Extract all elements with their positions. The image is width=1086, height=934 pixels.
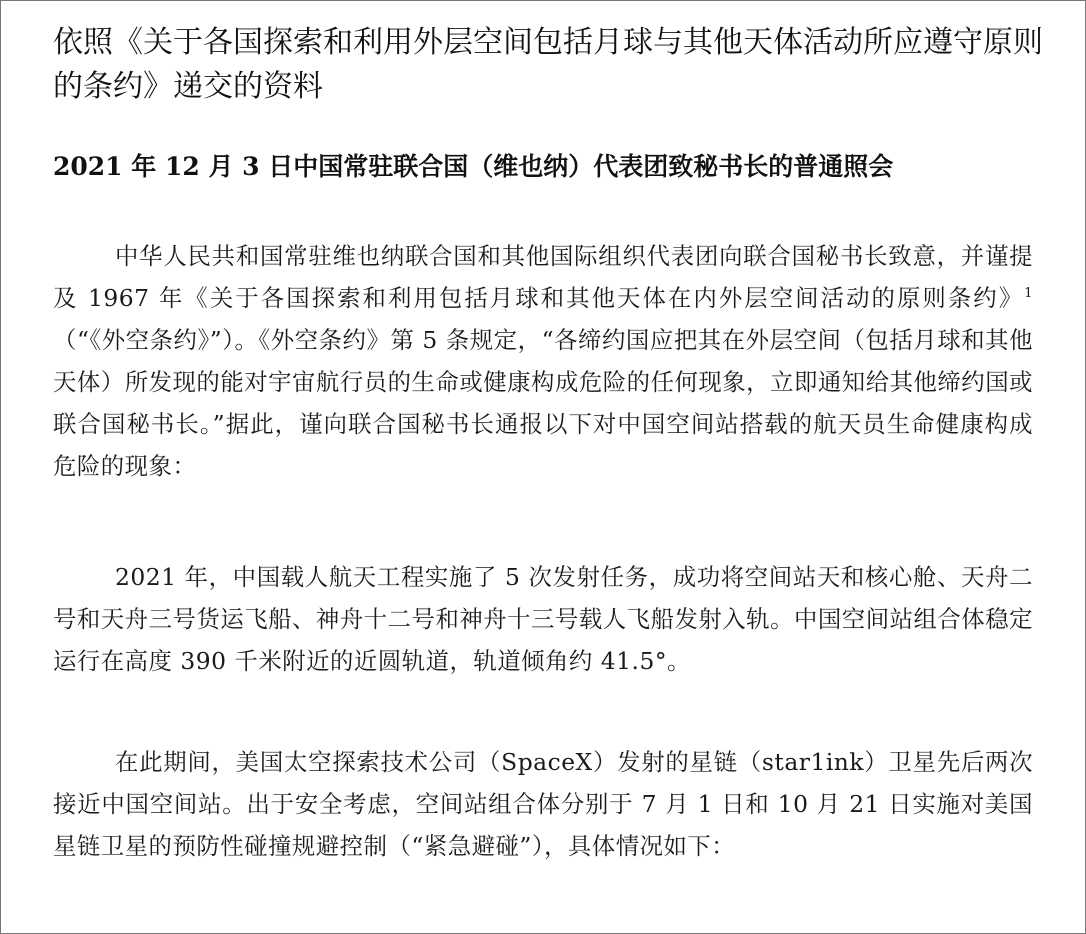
footnote-marker: 1 [1024,286,1033,302]
paragraph-introduction-text: 中华人民共和国常驻维也纳联合国和其他国际组织代表团向联合国秘书长致意，并谨提及 1967 年《关于各国探索和利用包括月球和其他天体在内外层空间活动的原则条约》 [53,242,1033,312]
paragraph-starlink-approach: 在此期间，美国太空探索技术公司（SpaceX）发射的星链（star1ink）卫星先后两次接近中国空间站。出于安全考虑，空间站组合体分别于 7 月 1 日和 10 月 21 日实施对美国星链卫星的预防性碰撞规避控制（“紧急避碰”），具体情况如下： [53,748,1033,860]
paragraph-introduction-continued: （“《外空条约》”）。《外空条约》第 5 条规定，“各缔约国应把其在外层空间（包括月球和其他天体）所发现的能对宇宙航行员的生命或健康构成危险的任何现象，立即通知给其他缔约国或联合国秘书长。”据此，谨向联合国秘书长通报以下对中国空间站搭载的航天员生命健康构成危险的现象： [53,326,1033,480]
note-verbale-heading: 2021 年 12 月 3 日中国常驻联合国（维也纳）代表团致秘书长的普通照会 [53,152,894,181]
document-title: 依照《关于各国探索和利用外层空间包括月球与其他天体活动所应遵守原则的条约》递交的资料 [53,25,1043,104]
paragraph-launch-missions: 2021 年，中国载人航天工程实施了 5 次发射任务，成功将空间站天和核心舱、天舟二号和天舟三号货运飞船、神舟十二号和神舟十三号载人飞船发射入轨。中国空间站组合体稳定运行在高度 390 千米附近的近圆轨道，轨道倾角约 41.5°。 [53,563,1033,675]
paragraph-introduction [53,235,1033,487]
